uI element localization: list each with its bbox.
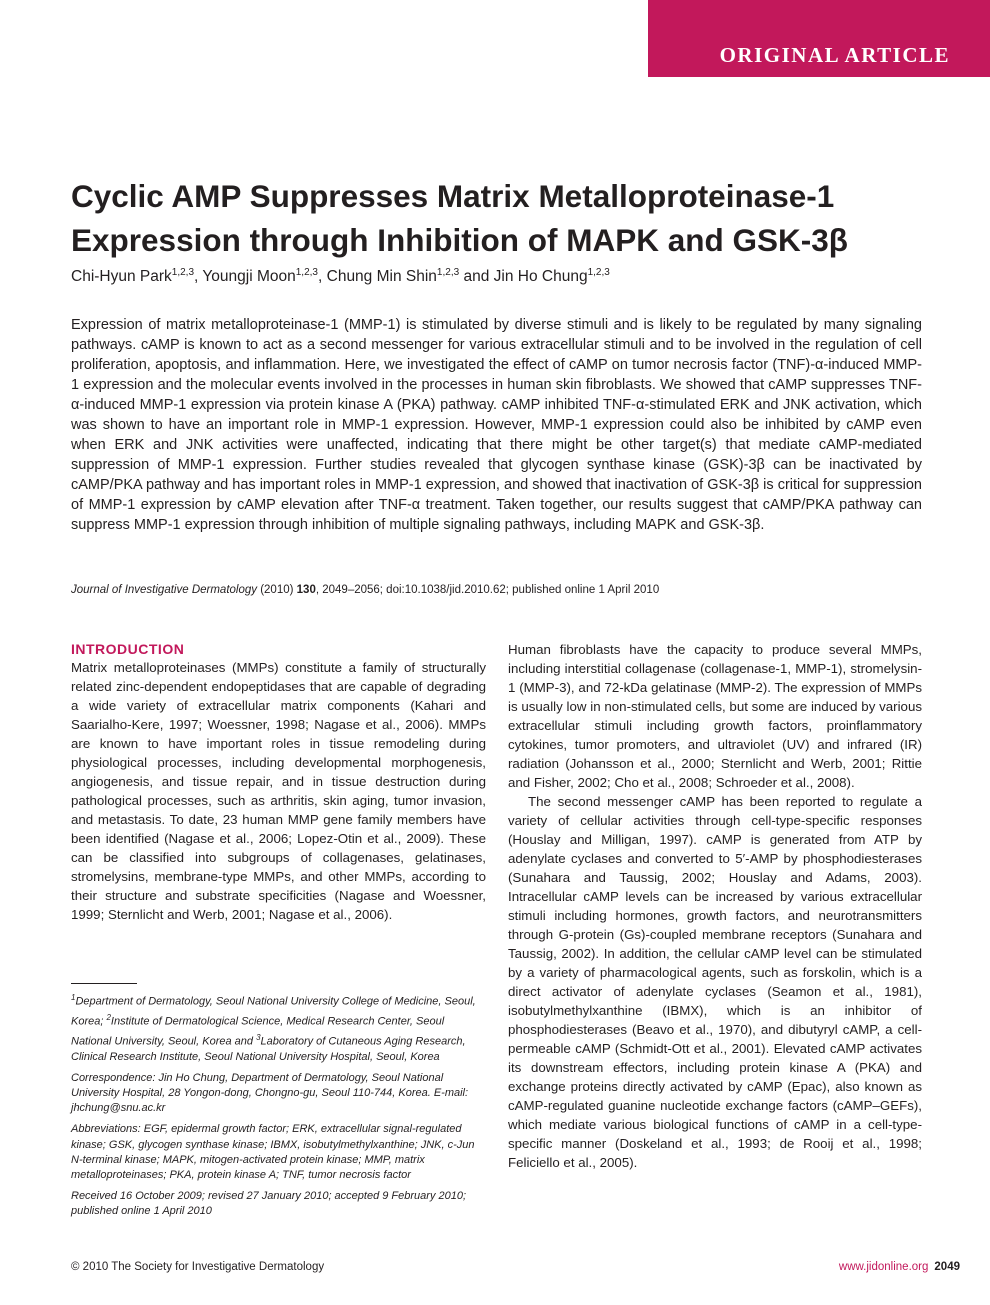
section-heading-introduction: INTRODUCTION xyxy=(71,641,185,657)
right-column xyxy=(508,640,922,1172)
author-list xyxy=(71,262,931,288)
author-separator: , xyxy=(194,268,203,286)
page-number: 2049 xyxy=(934,1261,960,1273)
affiliation-text: Laboratory of Cutaneous Aging Research, Clinical Research Institute, Seoul National University Hospital, Seoul, Korea xyxy=(71,1035,466,1063)
intro-paragraph-3: The second messenger cAMP has been reported to regulate a variety of cellular activities through cell-type-specific responses (Houslay and Milligan, 1997). cAMP is generated from ATP by adenylate cyclases and converted to 5′-AMP by phosphodiesterases (Sunahara and Taussig, 2002; Houslay and Adams, 2003). Intracellular cAMP levels can be increased by various extracellular stimuli including hormones, growth factors, and neurotransmitters through G-protein (Gs)-coupled membrane receptors (Sunahara and Taussig, 2002). In addition, the cellular cAMP level can be stimulated by a variety of pharmacological agents, such as forskolin, which is a direct activator of adenylate cyclases (Seamon et al., 1981), isobutylmethylxanthine (IBMX), which is an inhibitor of phosphodiesterases (Beavo et al., 1970), and dibutyryl cAMP, a cell-permeable cAMP (Schmidt-Ott et al., 2001). Elevated cAMP activates its downstream effectors, including protein kinase A (PKA) and exchange proteins directly activated by cAMP (Epac), also known as cAMP-regulated guanine nucleotide exchange factors (cAMP–GEFs), which mediate various biological functions of cAMP in a cell-type-specific manner (Doskeland et al., 1993; de Rooij et al., 1998; Feliciello et al., 2005). xyxy=(508,794,922,1170)
author-name: Jin Ho Chung xyxy=(493,268,588,286)
author-affiliation: 1,2,3 xyxy=(587,267,610,278)
journal-url-link[interactable]: www.jidonline.org xyxy=(838,1261,929,1273)
affiliation-number: 3 xyxy=(256,1032,261,1042)
article-type-banner xyxy=(648,0,990,77)
author-affiliation: 1,2,3 xyxy=(436,267,460,278)
copyright-notice: © 2010 The Society for Investigative Dermatology xyxy=(71,1261,325,1273)
affiliation-number: 1 xyxy=(71,993,76,1002)
article-type-label: ORIGINAL ARTICLE xyxy=(719,43,950,67)
citation-volume: 130 xyxy=(296,584,316,596)
author-affiliation: 1,2,3 xyxy=(295,267,318,278)
affiliation-text: Department of Dermatology, Seoul National University College of Medicine, Seoul, Korea; xyxy=(71,995,476,1028)
author-affiliation: 1,2,3 xyxy=(171,267,195,278)
title-line-1: Cyclic AMP Suppresses Matrix Metalloproteinase-1 xyxy=(71,178,835,214)
author-separator: , xyxy=(318,268,327,286)
footnote-divider xyxy=(71,983,137,984)
abstract: Expression of matrix metalloproteinase-1 (MMP-1) is stimulated by diverse stimuli and is likely to be regulated by many signaling pathways. cAMP is known to act as a second messenger for various extracellular stimuli and to be involved in the regulation of cell proliferation, apoptosis, and inflammation. Here, we investigated the effect of cAMP on tumor necrosis factor (TNF)-α-induced MMP-1 expression and the molecular events involved in the processes in human skin fibroblasts. We showed that cAMP suppresses TNF-α-induced MMP-1 expression via protein kinase A (PKA) pathway. cAMP inhibited TNF-α-stimulated ERK and JNK activation, which was shown to have an important role in MMP-1 expression. However, MMP-1 expression could also be inhibited by cAMP even when ERK and JNK activities were unaffected, indicating that there might be other target(s) that mediate cAMP-mediated suppression of MMP-1 expression. Further studies revealed that glycogen synthase kinase (GSK)-3β can be inactivated by cAMP/PKA pathway and has important roles in MMP-1 expression, and showed that inactivation of GSK-3β is critical for suppression of MMP-1 expression by cAMP elevation after TNF-α treatment. Taken together, our results suggest that cAMP/PKA pathway can suppress MMP-1 expression through inhibition of multiple signaling pathways, including MAPK and GSK-3β. xyxy=(71,317,922,533)
article-title xyxy=(71,174,951,262)
received-dates-note: Received 16 October 2009; revised 27 January 2010; accepted 9 February 2010; published online 1 April 2010 xyxy=(71,1190,467,1218)
affiliations-note xyxy=(71,990,486,1065)
author-name: Chi-Hyun Park xyxy=(71,268,172,286)
intro-paragraph-2: Human fibroblasts have the capacity to produce several MMPs, including interstitial collagenase (collagenase-1, MMP-1), stromelysin-1 (MMP-3), and 72-kDa gelatinase (MMP-2). The expression of MMPs is usually low in non-stimulated cells, but some are induced by various extracellular stimuli including growth factors, proinflammatory cytokines, tumor promoters, and ultraviolet (UV) and infrared (IR) radiation (Johansson et al., 2000; Sternlicht and Werb, 2001; Rittie and Fisher, 2002; Cho et al., 2008; Schroeder et al., 2008). xyxy=(508,642,922,790)
author-name: Chung Min Shin xyxy=(326,268,437,286)
intro-paragraph-1: Matrix metalloproteinases (MMPs) constitute a family of structurally related zinc-dependent endopeptidases that are capable of degrading a wide variety of extracellular matrix components (Kahari and Saarialho-Kere, 1997; Woessner, 1998; Nagase et al., 2006). MMPs are known to have important roles in tissue remodeling during physiological processes, including developmental morphogenesis, angiogenesis, and tissue repair, and in tissue destruction during pathological processes, such as arthritis, skin aging, tumor invasion, and metastasis. To date, 23 human MMP gene family members have been identified (Nagase et al., 2006; Lopez-Otin et al., 2009). These can be classified into subgroups of collagenases, gelatinases, stromelysins, membrane-type MMPs, and other MMPs, according to their structure and substrate specificities (Nagase and Woessner, 1999; Sternlicht and Werb, 2001; Nagase et al., 2006). xyxy=(71,660,486,922)
correspondence-note: Correspondence: Jin Ho Chung, Department of Dermatology, Seoul National University Hospital, 28 Yongon-dong, Chongno-gu, Seoul 110-744, Korea. E-mail: jhchung@snu.ac.kr xyxy=(71,1071,469,1115)
affiliation-number: 2 xyxy=(106,1012,111,1022)
citation-year: (2010) xyxy=(257,584,297,596)
citation-details: , 2049–2056; doi:10.1038/jid.2010.62; published online 1 April 2010 xyxy=(315,584,660,596)
footnotes xyxy=(71,990,486,1226)
title-line-2: Expression through Inhibition of MAPK and GSK-3β xyxy=(71,222,848,258)
abbreviations-note: Abbreviations: EGF, epidermal growth factor; ERK, extracellular signal-regulated kinase; GSK, glycogen synthase kinase; IBMX, isobutylmethylxanthine; JNK, c-Jun N-terminal kinase; MAPK, mitogen-activated protein kinase; MMP, matrix metalloproteinases; PKA, protein kinase A; TNF, tumor necrosis factor xyxy=(71,1123,475,1181)
page-footer-right xyxy=(839,1260,960,1274)
author-name: Youngji Moon xyxy=(202,268,296,286)
affiliation-text: Institute of Dermatological Science, Medical Research Center, Seoul National University, Seoul, Korea and xyxy=(71,1015,445,1048)
journal-name: Journal of Investigative Dermatology xyxy=(71,584,258,596)
citation-line xyxy=(71,582,922,598)
left-column xyxy=(71,640,486,924)
author-separator: and xyxy=(459,268,494,286)
